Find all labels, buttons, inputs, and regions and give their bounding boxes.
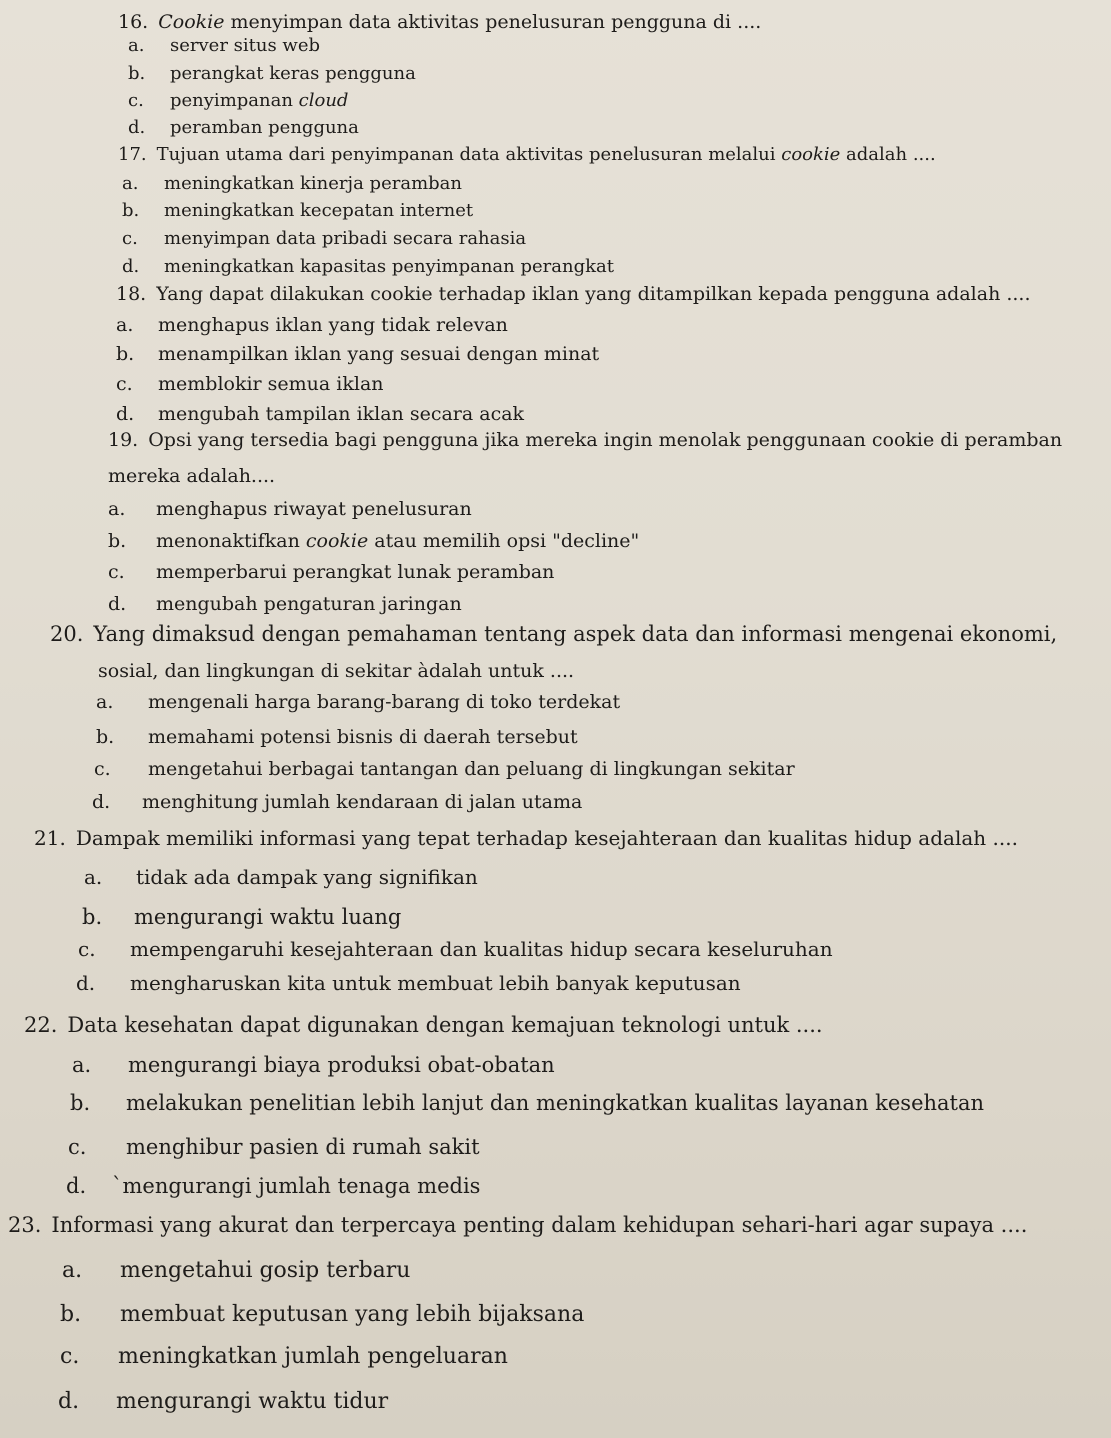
option-letter: d. [128,117,146,138]
question-number: 23. [8,1213,42,1237]
option-text: membuat keputusan yang lebih bijaksana [120,1302,585,1327]
option-letter: d. [66,1174,87,1198]
option-letter: b. [82,905,103,929]
option-19d[interactable] [108,594,462,616]
option-16c[interactable] [128,91,348,112]
question-number: 17. [118,144,147,165]
option-18d[interactable] [116,404,524,426]
option-16b[interactable] [128,64,416,85]
option-20b[interactable] [96,727,578,749]
option-letter: a. [122,173,139,194]
question-text: Cookie menyimpan data aktivitas penelusuran pengguna di .... [158,11,762,33]
option-text: melakukan penelitian lebih lanjut dan meningkatkan kualitas layanan kesehatan [126,1091,985,1115]
option-20c[interactable] [94,759,795,781]
option-20d[interactable] [92,792,582,814]
option-22c[interactable] [68,1135,480,1159]
option-22d[interactable] [66,1174,480,1198]
option-text: menghibur pasien di rumah sakit [126,1135,480,1159]
option-text: penyimpanan cloud [170,90,349,111]
option-letter: a. [116,314,134,336]
option-18b[interactable] [116,344,599,366]
option-text: mengetahui berbagai tantangan dan peluang di lingkungan sekitar [148,758,795,780]
option-letter: d. [76,971,96,995]
option-text: mengenali harga barang-barang di toko terdekat [148,691,621,713]
option-17c[interactable] [122,229,526,250]
option-letter: a. [84,865,103,889]
question-text: Tujuan utama dari penyimpanan data aktivitas penelusuran melalui cookie adalah .... [156,144,936,165]
option-letter: a. [128,35,145,56]
option-16a[interactable] [128,36,320,57]
question-18 [116,284,1031,306]
question-text: Yang dimaksud dengan pemahaman tentang aspek data dan informasi mengenai ekonomi, [93,622,1058,646]
option-text: menghitung jumlah kendaraan di jalan utama [142,791,583,813]
option-23d[interactable] [58,1389,388,1414]
question-text: Yang dapat dilakukan cookie terhadap iklan yang ditampilkan kepada pengguna adalah .... [156,283,1031,305]
option-text: `mengurangi jumlah tenaga medis [112,1174,481,1198]
option-letter: a. [96,691,114,713]
option-text: meningkatkan jumlah pengeluaran [118,1344,508,1369]
option-letter: b. [116,343,135,365]
option-text: menampilkan iklan yang sesuai dengan minat [158,343,600,365]
question-20 [50,622,1057,646]
option-23a[interactable] [62,1258,410,1283]
option-letter: c. [68,1135,87,1159]
option-text: meningkatkan kapasitas penyimpanan perangkat [164,256,614,277]
option-letter: b. [122,200,140,221]
question-21 [34,827,1018,850]
option-letter: c. [116,373,133,395]
option-18a[interactable] [116,315,508,337]
question-19 [108,430,1062,452]
option-text: tidak ada dampak yang signifikan [136,865,478,889]
question-number: 19. [108,429,139,451]
option-text: meningkatkan kinerja peramban [164,173,462,194]
option-letter: b. [128,63,146,84]
option-letter: c. [128,90,144,111]
option-letter: b. [96,726,115,748]
option-19b[interactable] [108,531,639,553]
question-number: 21. [34,826,66,850]
option-23b[interactable] [60,1302,584,1327]
question-text-line2: sosial, dan lingkungan di sekitar àdalah untuk .... [98,660,575,682]
option-23c[interactable] [60,1344,508,1369]
option-text: peramban pengguna [170,117,359,138]
option-text: memperbarui perangkat lunak peramban [156,561,555,583]
option-21b[interactable] [82,905,401,929]
option-17b[interactable] [122,201,473,222]
option-letter: c. [78,937,96,961]
option-letter: b. [60,1302,82,1327]
question-text: Opsi yang tersedia bagi pengguna jika mereka ingin menolak penggunaan cookie di peramban [148,429,1063,451]
option-letter: a. [108,498,126,520]
option-text: meningkatkan kecepatan internet [164,200,474,221]
option-letter: d. [108,593,127,615]
option-20a[interactable] [96,692,620,714]
option-text: menonaktifkan cookie atau memilih opsi "decline" [156,530,640,552]
question-text: Informasi yang akurat dan terpercaya penting dalam kehidupan sehari-hari agar supaya .... [51,1213,1028,1237]
question-text: Data kesehatan dapat digunakan dengan kemajuan teknologi untuk .... [67,1013,823,1037]
option-19a[interactable] [108,499,472,521]
question-20-line2 [98,661,574,683]
option-letter: a. [72,1053,92,1077]
option-text: memahami potensi bisnis di daerah tersebut [148,726,578,748]
option-letter: c. [122,228,138,249]
option-text: mempengaruhi kesejahteraan dan kualitas hidup secara keseluruhan [130,937,833,961]
option-18c[interactable] [116,374,384,396]
option-text: perangkat keras pengguna [170,63,416,84]
option-letter: d. [58,1389,80,1414]
option-text: mengubah pengaturan jaringan [156,593,462,615]
option-letter: a. [62,1258,83,1283]
option-21a[interactable] [84,866,478,889]
option-21d[interactable] [76,972,741,995]
option-text: menghapus riwayat penelusuran [156,498,472,520]
question-number: 20. [50,622,84,646]
option-letter: c. [60,1344,80,1369]
option-19c[interactable] [108,562,554,584]
option-text: server situs web [170,35,321,56]
option-text: menyimpan data pribadi secara rahasia [164,228,527,249]
option-17d[interactable] [122,257,614,278]
option-letter: b. [108,530,127,552]
option-text: menghapus iklan yang tidak relevan [158,314,508,336]
question-text: Dampak memiliki informasi yang tepat terhadap kesejahteraan dan kualitas hidup adalah .... [75,826,1018,850]
question-16 [118,12,761,34]
question-23 [8,1213,1027,1237]
question-number: 16. [118,11,149,33]
option-letter: d. [122,256,140,277]
question-number: 22. [24,1013,58,1037]
option-text: mengurangi biaya produksi obat-obatan [128,1053,555,1077]
option-21c[interactable] [78,938,833,961]
question-number: 18. [116,283,147,305]
question-22 [24,1013,823,1037]
option-17a[interactable] [122,174,462,195]
option-letter: d. [92,791,111,813]
question-17 [118,145,936,166]
option-text: mengubah tampilan iklan secara acak [158,403,525,425]
option-text: mengurangi waktu luang [134,905,402,929]
option-text: mengurangi waktu tidur [116,1389,389,1414]
option-text: mengetahui gosip terbaru [120,1258,411,1283]
option-letter: c. [108,561,125,583]
question-19-line2 [108,466,275,488]
question-text-line2: mereka adalah.... [108,465,276,487]
option-letter: c. [94,758,111,780]
option-text: memblokir semua iklan [158,373,384,395]
option-letter: d. [116,403,135,425]
option-letter: b. [70,1091,91,1115]
option-22a[interactable] [72,1053,555,1077]
option-text: mengharuskan kita untuk membuat lebih banyak keputusan [130,971,741,995]
option-16d[interactable] [128,118,359,139]
option-22b[interactable] [70,1091,984,1115]
